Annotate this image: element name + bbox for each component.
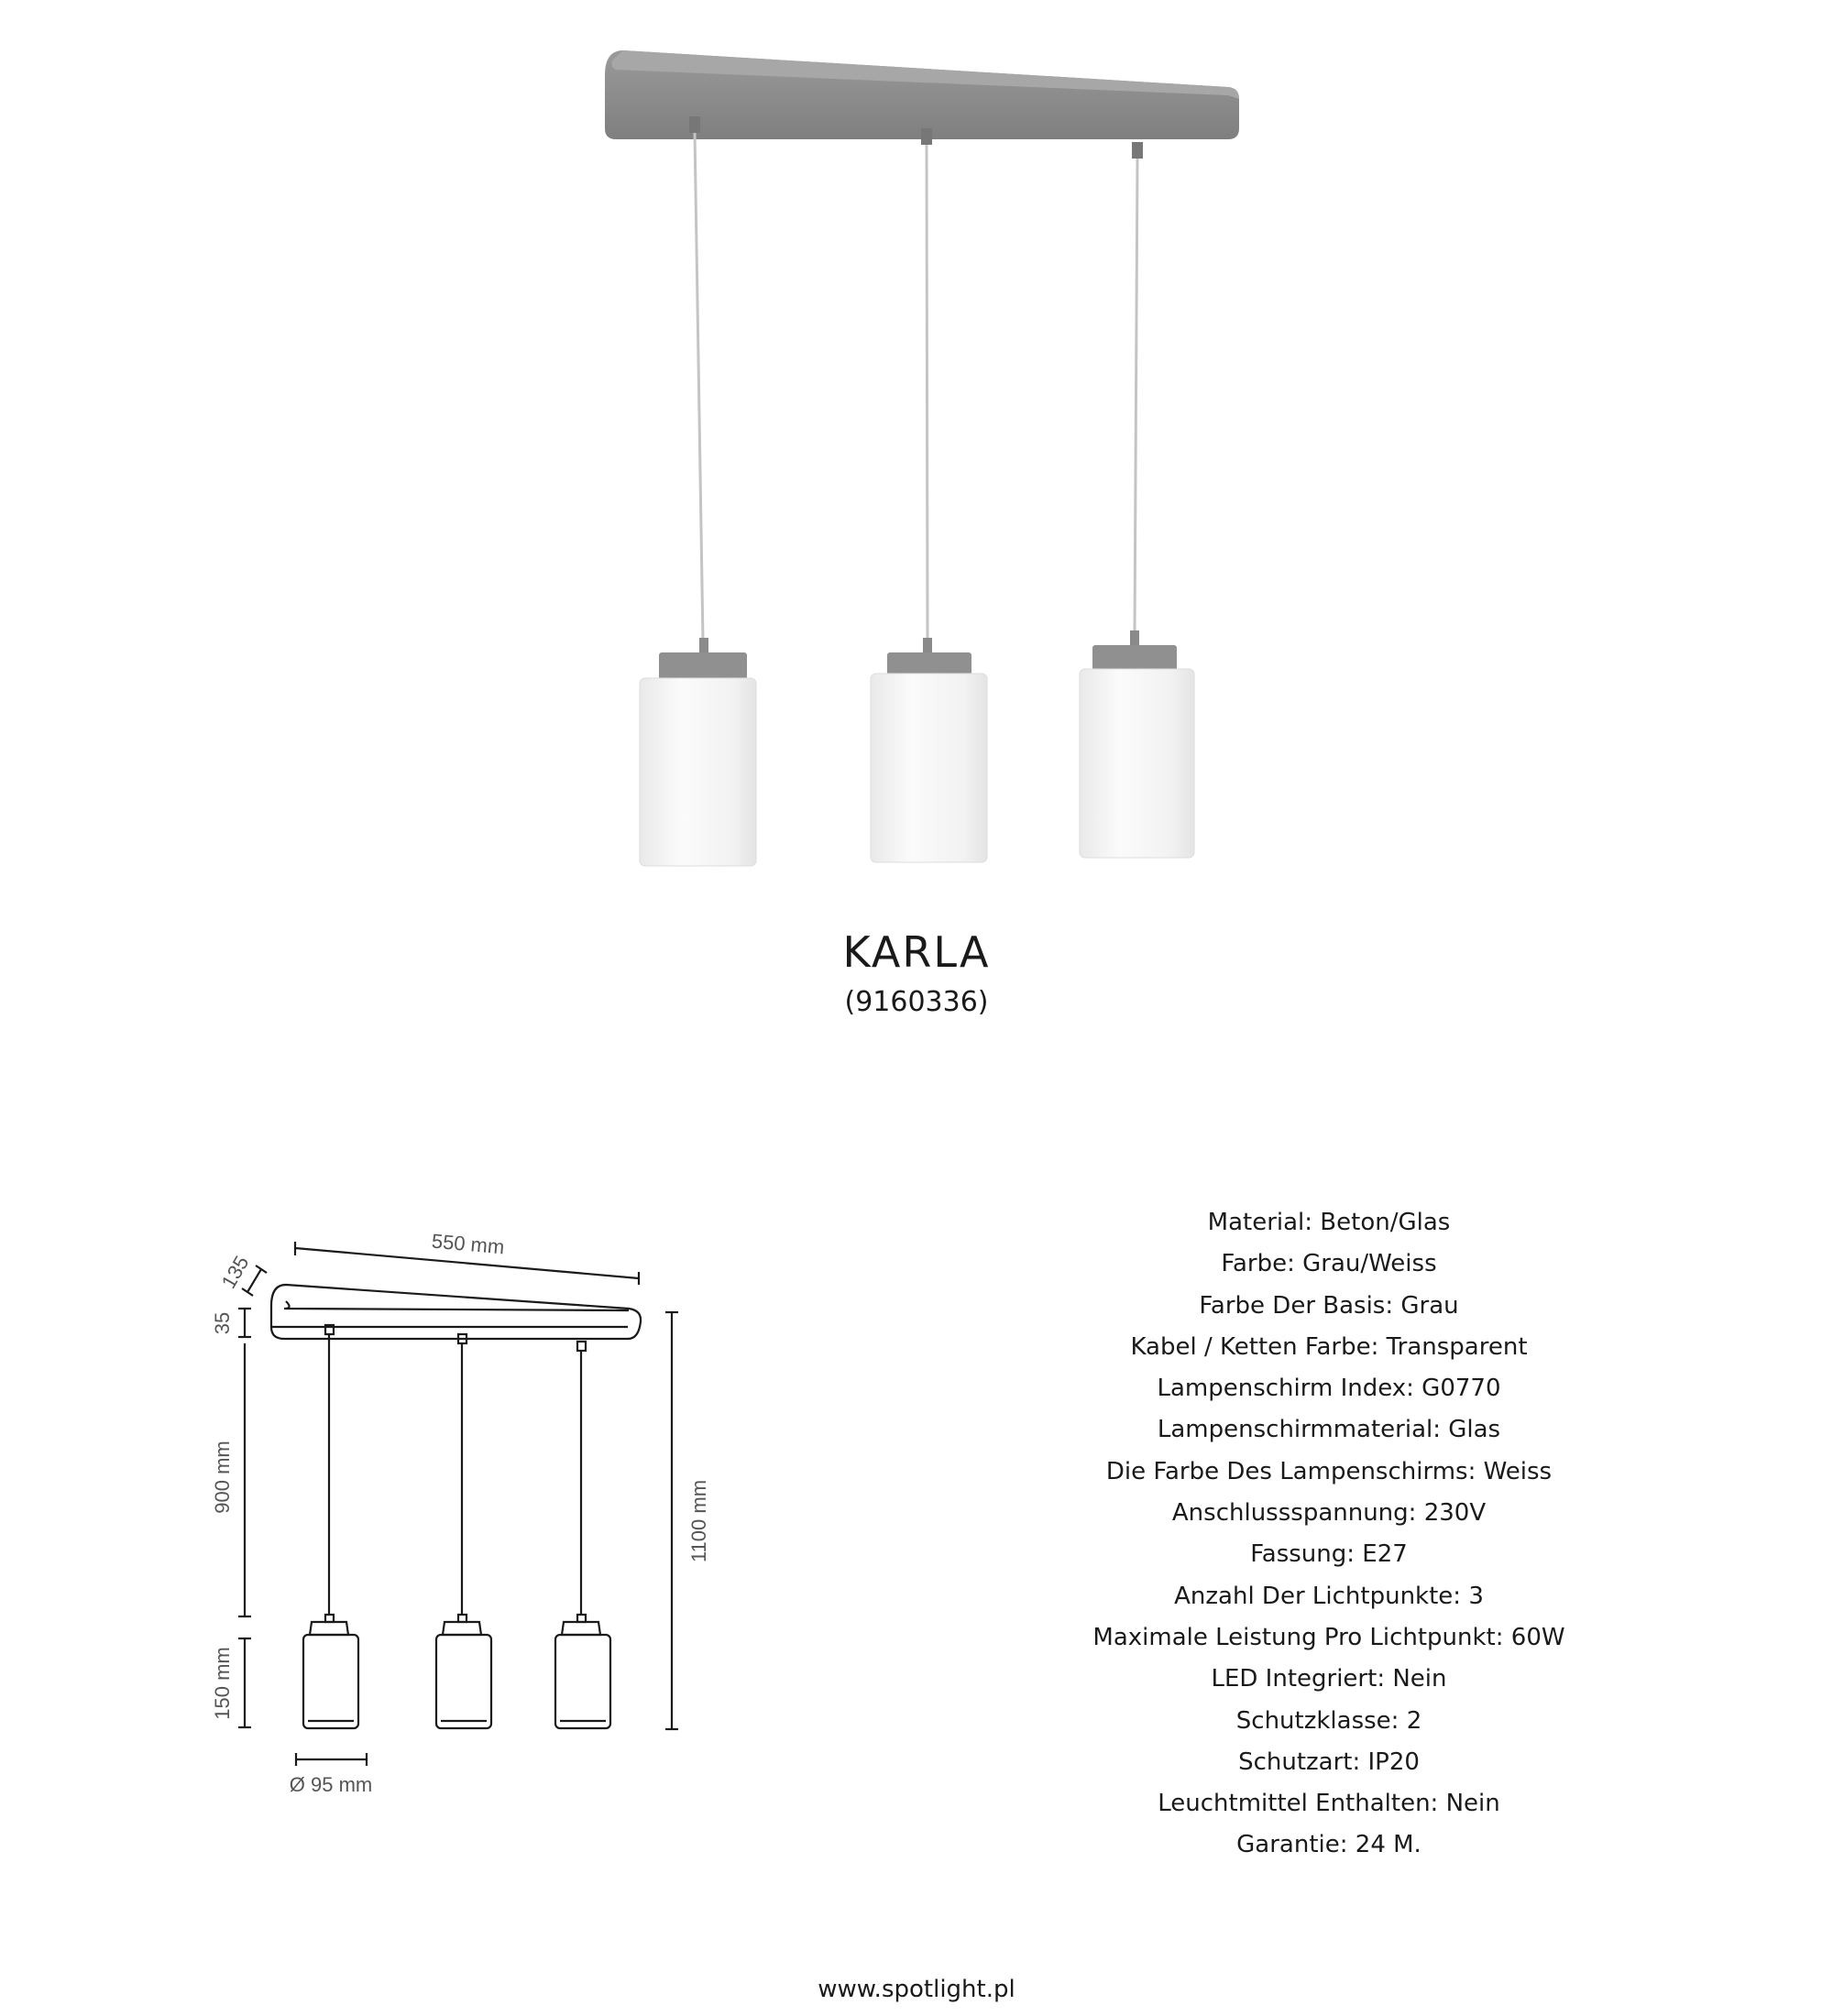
product-name: KARLA [842,927,991,977]
spec-item: Schutzklasse: 2 [1235,1706,1422,1735]
website-link[interactable]: www.spotlight.pl [818,1976,1015,2003]
spec-item: Anzahl Der Lichtpunkte: 3 [1174,1582,1484,1610]
spec-item: Die Farbe Des Lampenschirms: Weiss [1105,1457,1553,1485]
spec-item: LED Integriert: Nein [1211,1665,1447,1693]
spec-item: Lampenschirmmaterial: Glas [1157,1416,1501,1444]
spec-item: Maximale Leistung Pro Lichtpunkt: 60W [1092,1623,1565,1651]
dim-length-label: 550 mm [430,1229,506,1259]
spec-item: Farbe: Grau/Weiss [1221,1250,1437,1278]
dim-diameter-label: Ø 95 mm [289,1773,373,1796]
spec-item: Schutzart: IP20 [1238,1748,1420,1776]
specifications-list [1008,1202,1650,1867]
dim-shade-height-label: 150 mm [211,1647,234,1720]
product-code: (9160336) [844,986,989,1018]
spec-item: Kabel / Ketten Farbe: Transparent [1130,1332,1528,1361]
dim-width-label: 135 [216,1252,254,1293]
spec-item: Material: Beton/Glas [1207,1209,1451,1236]
spec-item: Anschlussspannung: 230V [1171,1499,1487,1528]
spec-item: Garantie: 24 M. [1236,1831,1421,1859]
spec-item: Farbe Der Basis: Grau [1199,1291,1459,1320]
dim-base-height-label: 35 [211,1311,234,1335]
dim-total-height-label: 1100 mm [687,1479,710,1563]
spec-item: Leuchtmittel Enthalten: Nein [1158,1790,1500,1818]
spec-item: Fassung: E27 [1250,1540,1408,1569]
spec-item: Lampenschirm Index: G0770 [1157,1375,1501,1403]
dim-cable-label: 900 mm [211,1441,234,1514]
